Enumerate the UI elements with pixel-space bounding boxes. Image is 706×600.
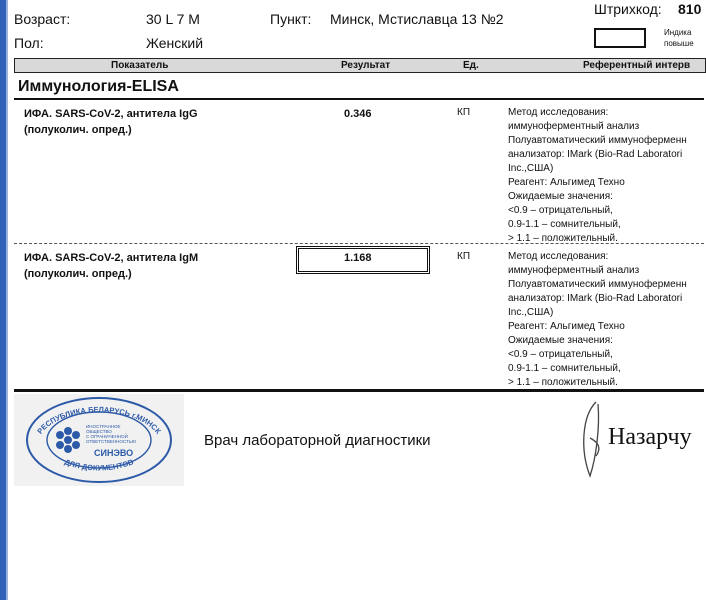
section-rule (14, 98, 704, 100)
table-row-2-reference (508, 250, 687, 390)
ref-line: Inc.,США) (508, 163, 554, 174)
table-row-2-result: 1.168 (344, 252, 372, 264)
column-header-test: Показатель (111, 60, 169, 71)
ref-line: анализатор: IMark (Bio-Rad Laboratori (508, 293, 683, 304)
stamp-brand: СИНЭВО (94, 448, 134, 458)
age-label: Возраст: (14, 11, 71, 27)
signature-name: Назарчу (608, 424, 692, 450)
table-row-1-test-line1: ИФА. SARS-CoV-2, антитела IgG (24, 108, 198, 120)
table-header (14, 58, 706, 73)
table-bottom-rule (14, 389, 704, 392)
stamp-flower-logo (56, 427, 80, 453)
left-page-edge-shadow (6, 0, 8, 600)
ref-line: Ожидаемые значения: (508, 191, 613, 202)
ref-line: Метод исследования: (508, 251, 609, 262)
ref-line: <0.9 – отрицательный, (508, 349, 613, 360)
ref-line: иммуноферментный анализ (508, 265, 640, 276)
ref-line: Реагент: Альгимед Техно (508, 321, 625, 332)
svg-text:ИНОСТРАННОЕ ОБЩЕСТВО: ИНОСТРАННОЕ ОБЩЕСТВО С ОГРАНИЧЕННОЙ ОТВЕТСТВЕННОСТЬЮ (86, 424, 137, 444)
ref-line: анализатор: IMark (Bio-Rad Laboratori (508, 149, 683, 160)
ref-line: Полуавтоматический иммуноферменн (508, 279, 687, 290)
ref-line: Ожидаемые значения: (508, 335, 613, 346)
table-row-2-test-line2: (полуколич. опред.) (24, 268, 132, 280)
section-title: Иммунология-ELISA (18, 78, 179, 95)
table-row-2-test-line1: ИФА. SARS-CoV-2, антитела IgM (24, 252, 199, 264)
stamp-ring-top: РЕСПУБЛИКА БЕЛАРУСЬ г.МИНСК (35, 405, 163, 436)
barcode-label: Штрихкод: (594, 1, 662, 17)
column-header-unit: Ед. (463, 60, 479, 71)
stamp-graphic (14, 394, 184, 486)
ref-line: <0.9 – отрицательный, (508, 205, 613, 216)
indicator-box (594, 28, 646, 48)
column-header-reference: Референтный интерв (583, 60, 691, 71)
indicator-text-2: повыше (664, 39, 694, 48)
table-row-1-result: 0.346 (344, 108, 372, 120)
row-separator (14, 243, 704, 244)
table-row-1-test-line2: (полуколич. опред.) (24, 124, 132, 136)
organization-stamp (14, 394, 184, 486)
ref-line: > 1.1 – положительный. (508, 233, 618, 244)
ref-line: Полуавтоматический иммуноферменн (508, 135, 687, 146)
svg-text:ДЛЯ ДОКУМЕНТОВ (63, 457, 135, 472)
ref-line: иммуноферментный анализ (508, 121, 640, 132)
age-value: 30 L 7 M (146, 11, 200, 27)
stamp-ring-bottom: ДЛЯ ДОКУМЕНТОВ (63, 457, 135, 473)
sex-value: Женский (146, 35, 204, 51)
point-label: Пункт: (270, 11, 312, 27)
ref-line: 0.9-1.1 – сомнительный, (508, 363, 621, 374)
table-row-2-unit: КП (457, 251, 471, 262)
table-row-1-unit: КП (457, 107, 471, 118)
point-value: Минск, Мстиславца 13 №2 (330, 11, 504, 27)
ref-line: Inc.,США) (508, 307, 554, 318)
ref-line: 0.9-1.1 – сомнительный, (508, 219, 621, 230)
sex-label: Пол: (14, 35, 44, 51)
ref-line: Метод исследования: (508, 107, 609, 118)
barcode-value: 810 (678, 1, 702, 17)
table-row-1-reference (508, 106, 687, 246)
ref-line: Реагент: Альгимед Техно (508, 177, 625, 188)
column-header-result: Результат (341, 60, 391, 71)
doctor-title: Врач лабораторной диагностики (204, 432, 431, 449)
ref-line: > 1.1 – положительный. (508, 377, 618, 388)
indicator-text-1: Индика (664, 28, 692, 37)
